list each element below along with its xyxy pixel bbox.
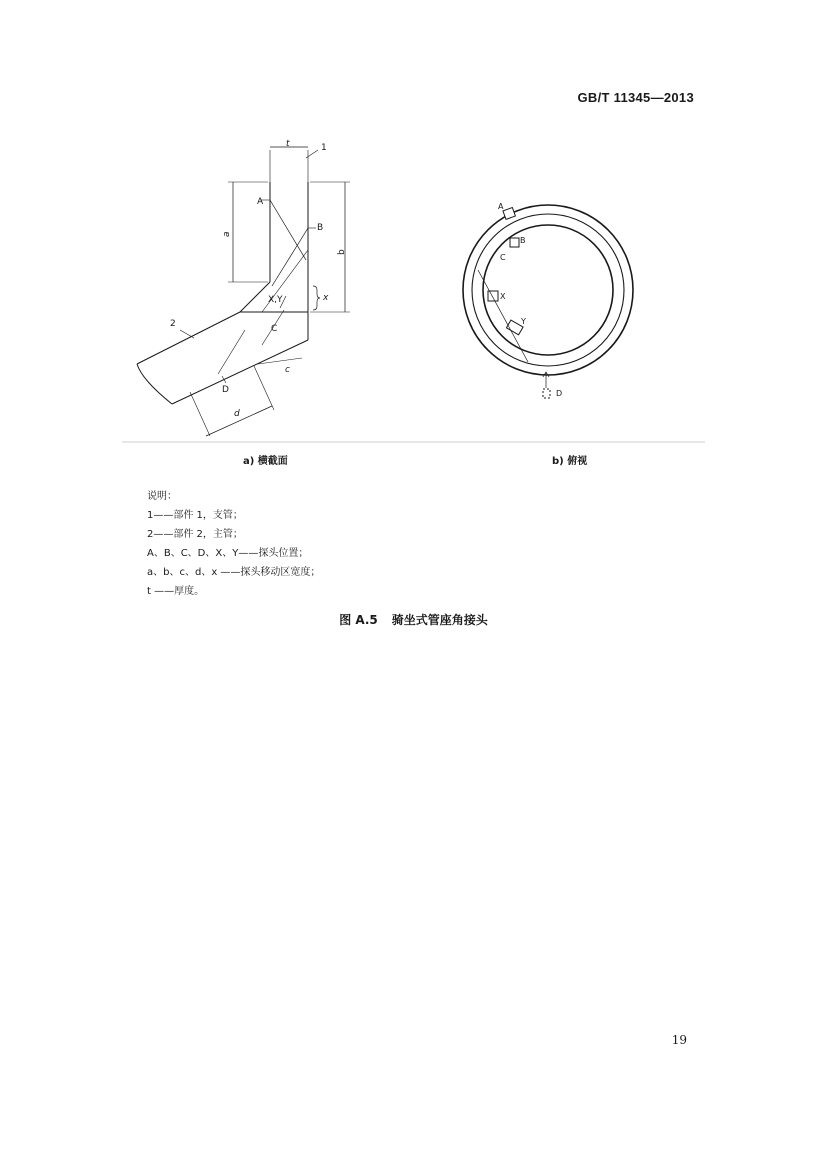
label-A-b: A	[498, 202, 504, 211]
caption-title: 骑坐式管座角接头	[391, 613, 488, 627]
legend-item: t ——厚度。	[147, 586, 205, 597]
label-X-b: X	[500, 292, 506, 301]
beam-D	[218, 330, 245, 374]
probe-X	[488, 291, 498, 301]
label-part1: 1	[321, 143, 327, 153]
label-D-b: D	[556, 389, 563, 398]
figure-area	[0, 0, 827, 470]
legend	[147, 487, 320, 601]
label-B-a: B	[317, 223, 324, 233]
label-XY: X,Y	[268, 295, 283, 305]
cross-section-drawing	[137, 147, 350, 436]
label-x: x	[323, 293, 329, 303]
legend-title: 说明：	[147, 491, 177, 502]
label-B-b: B	[520, 236, 526, 245]
label-b: b	[337, 249, 347, 255]
legend-item: A、B、C、D、X、Y——探头位置；	[147, 548, 309, 559]
figure-b-sublabel: b) 俯视	[552, 456, 588, 467]
figure-drawing	[0, 0, 827, 470]
x-brace	[313, 286, 320, 310]
label-C-b: C	[500, 253, 506, 262]
label-D-a: D	[222, 385, 229, 395]
probe-B	[510, 238, 519, 247]
beam-A	[270, 200, 306, 260]
page-number: 19	[671, 1033, 687, 1047]
standard-header: GB/T 11345—2013	[577, 90, 694, 105]
label-Y-b: Y	[521, 317, 526, 326]
label-c: c	[285, 365, 290, 375]
middle-ring	[472, 214, 624, 366]
caption-number: 图 A.5	[339, 613, 378, 627]
legend-item: 1——部件 1，支管；	[147, 510, 243, 521]
label-part2: 2	[170, 319, 176, 329]
legend-item: a、b、c、d、x ——探头移动区宽度；	[147, 567, 321, 578]
inner-ring	[483, 225, 613, 355]
figure-caption	[0, 611, 827, 628]
label-C-a: C	[271, 324, 278, 334]
c-dimension-line	[258, 358, 302, 364]
label-a: a	[222, 231, 232, 237]
label-d: d	[234, 409, 240, 419]
legend-item: 2——部件 2，主管；	[147, 529, 243, 540]
main-pipe-break	[137, 364, 172, 404]
label-t: t	[286, 139, 290, 149]
main-pipe-top-edge	[137, 312, 240, 364]
label-A-a: A	[257, 197, 264, 207]
figure-a-sublabel: a) 横截面	[243, 456, 288, 467]
probe-D	[543, 389, 550, 398]
top-view-drawing	[463, 205, 633, 398]
